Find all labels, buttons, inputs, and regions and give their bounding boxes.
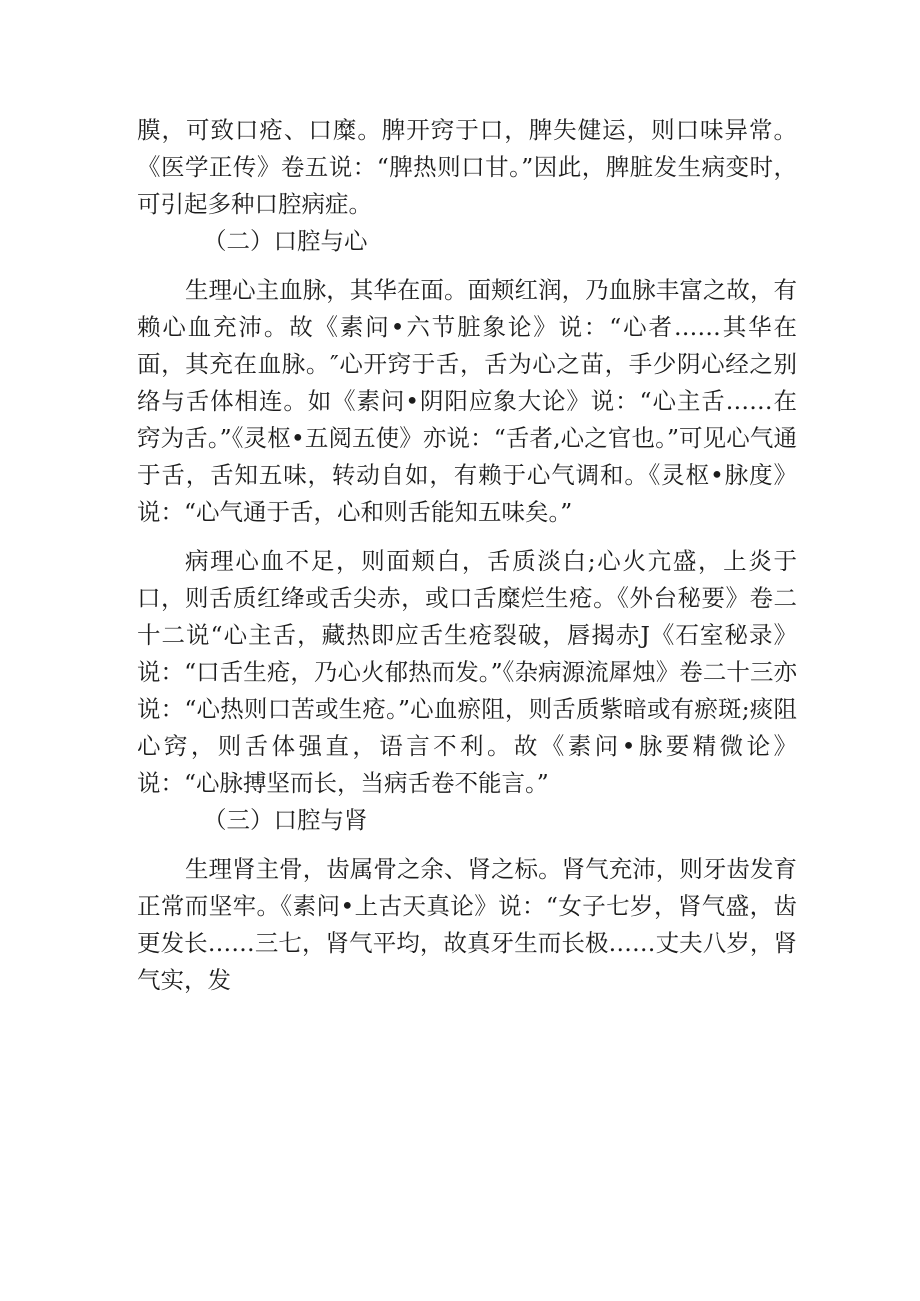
section-heading-mouth-heart: （二）口腔与心 [203, 227, 368, 255]
paragraph-spleen-continued: 膜，可致口疮、口糜。脾开窍于口，脾失健运，则口味异常。《医学正传》卷五说：“脾热则口甘。”因此，脾脏发生病变时，可引起多种口腔病症。 [137, 116, 797, 218]
paragraph-heart-physiology: 生理心主血脉，其华在面。面颊红润，乃血脉丰富之故，有赖心血充沛。故《素问•六节脏象论》说：“心者……其华在面，其充在血脉。″心开窍于舌，舌为心之苗，手少阴心经之别络与舌体相连。如《素问•阴阳应象大论》说：“心主舌……在窍为舌。”《灵枢•五阅五使》亦说：“舌者,心之官也。”可见心气通于舌，舌知五味，转动自如，有赖于心气调和。《灵枢•脉度》说：“心气通于舌，心和则舌能知五味矣。” [137, 276, 797, 526]
body-text [137, 112, 797, 999]
paragraph-kidney-physiology: 生理肾主骨，齿属骨之余、肾之标。肾气充沛，则牙齿发育正常而坚牢。《素问•上古天真论》说：“女子七岁，肾气盛，齿更发长……三七，肾气平均，故真牙生而长极……丈夫八岁，肾气实，发 [137, 855, 797, 994]
paragraph-heart-pathology: 病理心血不足，则面颊白，舌质淡白;心火亢盛，上炎于口，则舌质红绛或舌尖赤，或口舌糜烂生疮。《外台秘要》卷二十二说“心主舌，藏热即应舌生疮裂破，唇揭赤J《石室秘录》说：“口舌生疮，乃心火郁热而发。”《杂病源流犀烛》卷二十三亦说：“心热则口苦或生疮。”心血瘀阻，则舌质紫暗或有瘀斑;痰阻心窍，则舌体强直，语言不利。故《素问•脉要精微论》说：“心脉搏坚而长，当病舌卷不能言。” [137, 547, 797, 797]
section-heading-mouth-kidney: （三）口腔与肾 [203, 806, 368, 834]
